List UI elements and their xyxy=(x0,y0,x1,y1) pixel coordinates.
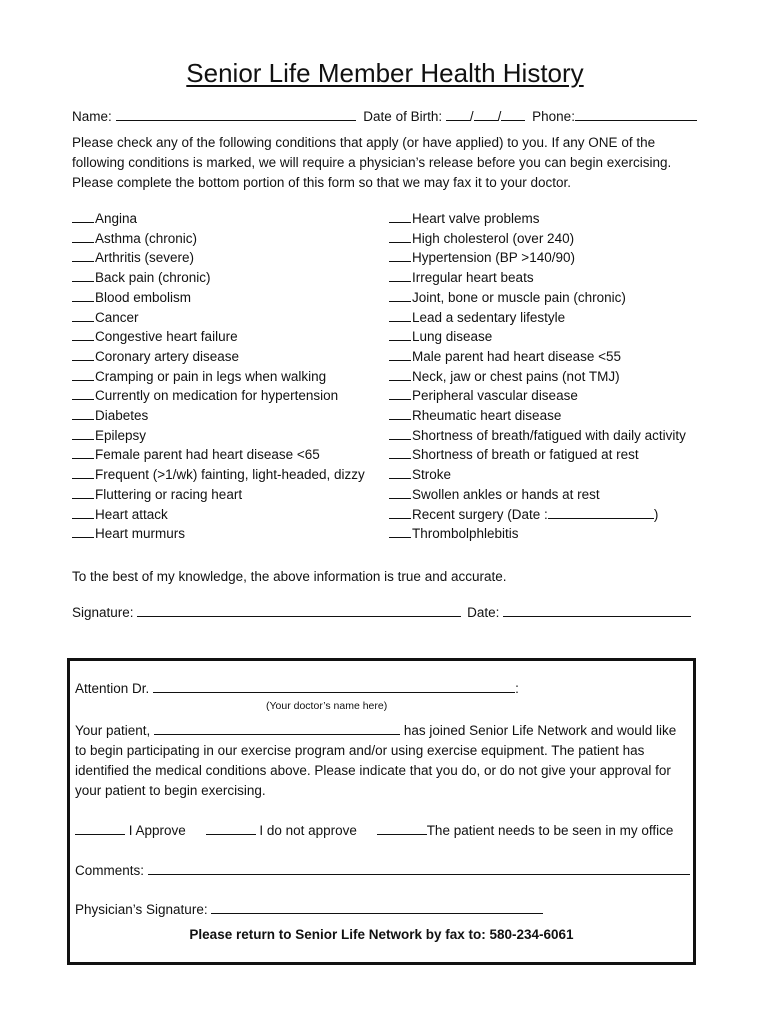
attention-colon: : xyxy=(515,681,519,696)
condition-item[interactable] xyxy=(72,367,365,387)
check-blank[interactable] xyxy=(72,210,94,223)
condition-item[interactable] xyxy=(72,248,365,268)
check-blank[interactable] xyxy=(72,427,94,440)
condition-item[interactable] xyxy=(389,327,686,347)
condition-item[interactable] xyxy=(72,327,365,347)
condition-label: Heart murmurs xyxy=(95,526,186,542)
condition-label: Hypertension (BP >140/90) xyxy=(412,250,575,266)
signature-label: Signature: xyxy=(72,605,134,620)
condition-item[interactable] xyxy=(72,268,365,288)
condition-item[interactable] xyxy=(72,386,365,406)
check-blank[interactable] xyxy=(389,446,411,459)
attestation-text: To the best of my knowledge, the above information is true and accurate. xyxy=(72,569,507,584)
condition-label: Stroke xyxy=(412,467,452,483)
instructions-line: Please complete the bottom portion of this form so that we may fax it to your doctor. xyxy=(72,175,571,190)
physician-signature-field[interactable] xyxy=(211,901,543,914)
comments-label: Comments: xyxy=(75,863,145,878)
check-blank[interactable] xyxy=(389,387,411,400)
dob-year-field[interactable] xyxy=(501,108,525,121)
check-blank[interactable] xyxy=(72,368,94,381)
patient-prefix: Your patient, xyxy=(75,723,151,738)
doctor-name-hint: (Your doctor’s name here) xyxy=(266,700,388,712)
comments-field[interactable] xyxy=(148,862,690,875)
approve-label: I Approve xyxy=(128,823,186,838)
condition-item[interactable] xyxy=(72,229,365,249)
condition-item[interactable] xyxy=(72,308,365,328)
condition-item[interactable] xyxy=(389,248,686,268)
phone-label: Phone: xyxy=(532,109,575,124)
surgery-date-field[interactable] xyxy=(548,506,654,519)
condition-item[interactable] xyxy=(389,505,686,525)
condition-label: Joint, bone or muscle pain (chronic) xyxy=(412,289,626,305)
condition-item[interactable] xyxy=(72,485,365,505)
condition-label: Heart valve problems xyxy=(412,211,540,226)
check-blank[interactable] xyxy=(389,289,411,302)
condition-item[interactable] xyxy=(389,288,686,308)
check-blank[interactable] xyxy=(72,446,94,459)
check-blank[interactable] xyxy=(389,210,411,223)
instructions-line: following conditions is marked, we will require a physician’s release before you can begin exercising. xyxy=(72,155,672,170)
patient-suffix: has joined Senior Life Network and would like xyxy=(403,723,677,738)
condition-label: High cholesterol (over 240) xyxy=(412,230,575,246)
check-blank[interactable] xyxy=(72,466,94,479)
check-blank[interactable] xyxy=(389,348,411,361)
check-blank[interactable] xyxy=(389,249,411,262)
check-blank[interactable] xyxy=(72,407,94,420)
instructions-line: Please check any of the following conditions that apply (or have applied) to you. If any ONE of the xyxy=(72,135,656,150)
check-blank[interactable] xyxy=(389,269,411,282)
condition-label: Blood embolism xyxy=(95,289,192,305)
see-office-label: The patient needs to be seen in my office xyxy=(426,823,674,838)
patient-line: your patient to begin exercising. xyxy=(75,783,266,798)
condition-label: Cramping or pain in legs when walking xyxy=(95,368,327,384)
header-row: Name: Date of Birth: / / Phone: xyxy=(72,108,697,124)
name-label: Name: xyxy=(72,109,112,124)
condition-label: Back pain (chronic) xyxy=(95,270,211,286)
phone-field[interactable] xyxy=(575,108,697,121)
condition-item[interactable] xyxy=(389,485,686,505)
attention-row xyxy=(75,680,519,696)
condition-item[interactable] xyxy=(389,308,686,328)
signature-row xyxy=(72,604,691,620)
condition-item[interactable] xyxy=(389,209,686,229)
return-note: Please return to Senior Life Network by fax to: 580-234-6061 xyxy=(189,927,574,942)
page-title: Senior Life Member Health History xyxy=(186,58,584,88)
condition-item[interactable] xyxy=(72,406,365,426)
condition-label: Swollen ankles or hands at rest xyxy=(412,486,600,502)
check-blank[interactable] xyxy=(72,387,94,400)
condition-item[interactable] xyxy=(72,524,365,544)
condition-label: Peripheral vascular disease xyxy=(412,388,578,404)
not-approve-label: I do not approve xyxy=(259,823,357,838)
condition-label: Cancer xyxy=(95,309,139,325)
condition-label: Lead a sedentary lifestyle xyxy=(412,309,566,325)
date-field[interactable] xyxy=(503,604,691,617)
condition-item[interactable] xyxy=(389,465,686,485)
condition-label: Male parent had heart disease <55 xyxy=(412,348,622,364)
condition-label: Currently on medication for hypertension xyxy=(95,388,339,404)
conditions-right-column xyxy=(389,209,686,544)
condition-label: Diabetes xyxy=(95,408,149,424)
condition-item[interactable] xyxy=(72,209,365,229)
condition-label: Shortness of breath/fatigued with daily activity xyxy=(412,427,686,443)
check-blank[interactable] xyxy=(389,427,411,440)
check-blank[interactable] xyxy=(389,328,411,341)
condition-item[interactable] xyxy=(389,268,686,288)
condition-label: Female parent had heart disease <65 xyxy=(95,447,320,463)
condition-item[interactable] xyxy=(72,426,365,446)
name-field[interactable] xyxy=(116,108,356,121)
check-blank[interactable] xyxy=(72,230,94,243)
check-blank[interactable] xyxy=(72,506,94,519)
condition-item[interactable] xyxy=(72,347,365,367)
condition-label: Coronary artery disease xyxy=(95,348,240,364)
condition-label: Thrombolphlebitis xyxy=(412,526,519,542)
surgery-paren: ) xyxy=(653,506,659,522)
condition-label: Lung disease xyxy=(412,329,493,345)
patient-paragraph xyxy=(75,721,691,801)
condition-item[interactable] xyxy=(72,445,365,465)
check-blank[interactable] xyxy=(389,506,411,519)
attention-label: Attention Dr. xyxy=(75,681,150,696)
condition-item[interactable] xyxy=(389,426,686,446)
approval-row xyxy=(75,822,673,838)
check-blank[interactable] xyxy=(389,466,411,479)
condition-label: Frequent (>1/wk) fainting, light-headed, dizzy xyxy=(95,467,365,483)
dob-label: Date of Birth: xyxy=(363,109,443,124)
check-blank[interactable] xyxy=(389,368,411,381)
condition-label: Angina xyxy=(95,211,138,226)
condition-label: Asthma (chronic) xyxy=(95,230,198,246)
check-blank[interactable] xyxy=(72,309,94,322)
condition-item[interactable] xyxy=(389,406,686,426)
condition-label: Irregular heart beats xyxy=(412,270,534,286)
date-label: Date: xyxy=(467,605,500,620)
check-blank[interactable] xyxy=(72,348,94,361)
condition-item[interactable] xyxy=(389,367,686,387)
condition-label: Epilepsy xyxy=(95,427,147,443)
condition-item[interactable] xyxy=(389,347,686,367)
check-blank[interactable] xyxy=(72,289,94,302)
condition-label: Fluttering or racing heart xyxy=(95,486,243,502)
not-approve-blank[interactable] xyxy=(206,822,256,835)
check-blank[interactable] xyxy=(389,230,411,243)
condition-item[interactable] xyxy=(389,445,686,465)
condition-item[interactable] xyxy=(72,288,365,308)
condition-item[interactable] xyxy=(389,386,686,406)
patient-name-field[interactable] xyxy=(154,722,400,735)
physician-section xyxy=(67,658,696,965)
physician-signature-row xyxy=(75,901,543,917)
check-blank[interactable] xyxy=(389,407,411,420)
dob-day-field[interactable] xyxy=(474,108,498,121)
condition-label: Shortness of breath or fatigued at rest xyxy=(412,447,639,463)
signature-field[interactable] xyxy=(137,604,461,617)
condition-label: Recent surgery (Date : xyxy=(412,506,548,522)
patient-line: to begin participating in our exercise program and/or using exercise equipment. The patient has xyxy=(75,743,645,758)
condition-item[interactable] xyxy=(72,505,365,525)
condition-label: Rheumatic heart disease xyxy=(412,408,562,424)
dob-month-field[interactable] xyxy=(446,108,470,121)
check-blank[interactable] xyxy=(72,486,94,499)
condition-item[interactable] xyxy=(389,524,686,544)
condition-label: Heart attack xyxy=(95,506,168,522)
comments-row xyxy=(75,862,690,878)
condition-label: Arthritis (severe) xyxy=(95,250,195,266)
patient-line: identified the medical conditions above. Please indicate that you do, or do not give your approval for xyxy=(75,763,671,778)
check-blank[interactable] xyxy=(72,328,94,341)
doctor-name-field[interactable] xyxy=(153,680,515,693)
instructions xyxy=(72,133,712,193)
check-blank[interactable] xyxy=(72,249,94,262)
approve-blank[interactable] xyxy=(75,822,125,835)
condition-label: Neck, jaw or chest pains (not TMJ) xyxy=(412,368,620,384)
check-blank[interactable] xyxy=(389,486,411,499)
check-blank[interactable] xyxy=(389,525,411,538)
condition-item[interactable] xyxy=(72,465,365,485)
physician-signature-label: Physician’s Signature: xyxy=(75,902,208,917)
check-blank[interactable] xyxy=(72,269,94,282)
check-blank[interactable] xyxy=(72,525,94,538)
check-blank[interactable] xyxy=(389,309,411,322)
see-office-blank[interactable] xyxy=(377,822,427,835)
condition-item[interactable] xyxy=(389,229,686,249)
condition-label: Congestive heart failure xyxy=(95,329,238,345)
conditions-left-column xyxy=(72,209,365,544)
